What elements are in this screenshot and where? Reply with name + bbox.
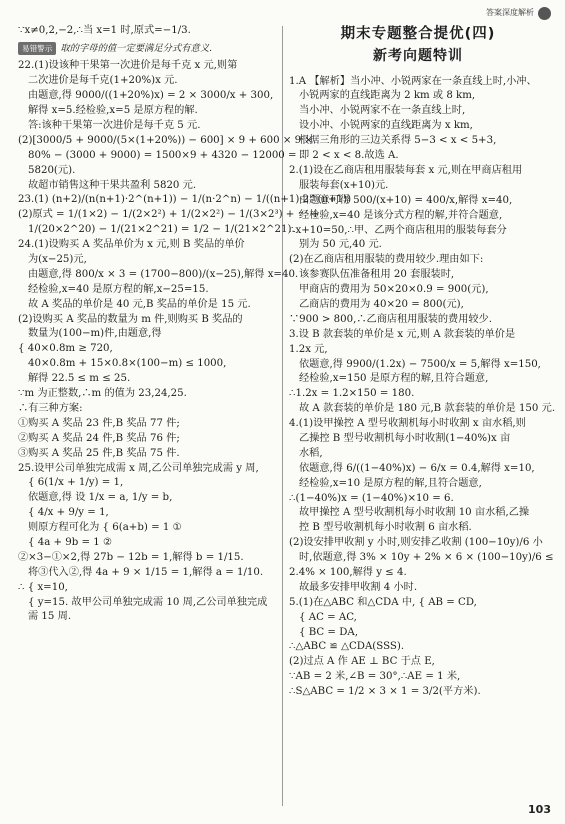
text-line: ∴x+10=50,∴甲、乙两个商店租用的服装每套分 [289, 224, 507, 236]
text-line: { y=15. 故甲公司单独完成需 10 周,乙公司单独完成 [28, 596, 268, 608]
section-title: 期末专题整合提优(四) [340, 26, 496, 42]
text-line: 经检验,x=40 是原方程的解,x−25=15. [28, 283, 209, 295]
text-line: (2)过点 A 作 AE ⊥ BC 于点 E, [289, 656, 435, 668]
text-line: 小锐两家的直线距离为 2 km 或 8 km, [299, 90, 476, 102]
text-line: 40×0.8m + 15×0.8×(100−m) ≤ 1000, [28, 358, 227, 370]
text-line: ∴S△ABC = 1/2 × 3 × 1 = 3/2(平方米). [289, 686, 481, 698]
warning-note [18, 42, 276, 56]
text-line: 依题意,得 9900/(1.2x) − 7500/x = 5,解得 x=150, [299, 358, 541, 370]
text-line: 二次进价是每千克(1+20%)x 元. [28, 75, 178, 87]
text-line: { BC = DA, [299, 626, 358, 638]
text-line: ∴ { x=10, [18, 581, 68, 593]
text-line: { 4/x + 9/y = 1, [28, 507, 109, 519]
text-line: ③购买 A 奖品 25 件,B 奖品 75 件. [18, 447, 180, 459]
text-line: 5820(元). [28, 164, 76, 176]
text-line: 故 A 款套装的单价是 180 元,B 款套装的单价是 150 元. [299, 403, 556, 415]
text-line: ∴1.2x = 1.2×150 = 180. [289, 388, 415, 400]
text-line: 24.(1)设购买 A 奖品单价为 x 元,则 B 奖品的单价 [18, 239, 245, 251]
text-line: (2)在乙商店租用服装的费用较少.理由如下: [289, 254, 484, 266]
text-line: 由题意,得 800/x × 3 = (1700−800)/(x−25),解得 x=40. [28, 268, 299, 280]
text-line: 别为 50 元,40 元. [299, 239, 382, 251]
text-line: (2)设购买 A 奖品的数量为 m 件,则购买 B 奖品的 [18, 313, 243, 325]
text-line: ∵x≠0,2,−2,∴当 x=1 时,原式=−1/3. [18, 25, 191, 36]
text-line: 依题意,得 设 1/x = a, 1/y = b, [28, 492, 173, 504]
text-line: 1/(20×2^20) − 1/(21×2^21) = 1/2 − 1/(21×2^21). [28, 224, 295, 236]
text-line: ②购买 A 奖品 24 件,B 奖品 76 件; [18, 432, 180, 444]
text-line: 依题意,得 6/((1−40%)x) − 6/x = 0.4,解得 x=10, [299, 462, 535, 474]
text-line: 该参赛队伍准备租用 20 套服装时, [299, 269, 455, 281]
text-line: ②×3−①×2,得 27b − 12b = 1,解得 b = 1/15. [18, 551, 244, 563]
text-line: ∵900 > 800,∴乙商店租用服装的费用较少. [289, 313, 493, 325]
warning-text: 取的字母的值一定要满足分式有意义. [60, 42, 213, 54]
text-line: (2)[3000/5 + 9000/(5×(1+20%)) − 600] × 9 + 600 × 9 × [18, 134, 313, 146]
text-line: 服装每套(x+10)元. [299, 179, 389, 191]
text-line: 则原方程可化为 { 6(a+b) = 1 ① [28, 522, 182, 534]
text-line: 经检验,x=10 是原方程的解,且符合题意, [299, 477, 482, 489]
text-line: 解得 x=5.经检验,x=5 是原方程的解. [28, 105, 198, 117]
text-line: 根据三角形的三边关系得 5−3 < x < 5+3, [299, 135, 497, 147]
text-line: 2.(1)设在乙商店租用服装每套 x 元,则在甲商店租用 [289, 164, 523, 176]
right-column [289, 24, 556, 814]
text-line: 2.4% × 100,解得 y ≤ 4. [289, 566, 407, 578]
text-line: 解得 22.5 ≤ m ≤ 25. [28, 373, 131, 385]
text-line: ∴△ABC ≌ △CDA(SSS). [289, 641, 405, 653]
text-line: 23.(1) (n+2)/(n(n+1)·2^(n+1)) − 1/(n·2^n) − 1/((n+1)·2^(n+1)) [18, 194, 352, 206]
text-line: (2)设安排甲收割 y 小时,则安排乙收割 (100−10y)/6 小 [289, 537, 543, 549]
text-line: { 4a + 9b = 1 ② [28, 536, 113, 548]
text-line: 1.A 【解析】当小冲、小锐两家在一条直线上时,小冲、 [289, 75, 537, 87]
text-line: 1.2x 元, [289, 343, 328, 355]
text-line: 即 2 < x < 8.故选 A. [299, 150, 399, 162]
text-line: 控 B 型号收割机每小时收割 6 亩水稻. [299, 522, 472, 534]
text-line: 故超市销售这种干果共盈利 5820 元. [28, 179, 197, 191]
text-line: 需 15 周. [28, 611, 72, 623]
text-line: (2)原式 = 1/(1×2) − 1/(2×2²) + 1/(2×2²) − 1/(3×2³) + ⋯ + [18, 209, 320, 221]
text-line: 经检验,x=40 是该分式方程的解,并符合题意, [299, 209, 503, 221]
text-line: 数量为(100−m)件,由题意,得 [28, 328, 162, 340]
text-line: 经检验,x=150 是原方程的解,且符合题意, [299, 373, 489, 385]
text-line: 乙操控 B 型号收割机每小时收割(1−40%)x 亩 [299, 432, 511, 444]
text-line: { 40×0.8m ≥ 720, [18, 343, 113, 355]
text-line: 时,依题意,得 3% × 10y + 2% × 6 × (100−10y)/6 ≤ [299, 552, 554, 564]
text-line: 乙商店的费用为 40×20 = 800(元), [299, 298, 464, 310]
text-line: 当小冲、小锐两家不在一条直线上时, [299, 105, 466, 117]
text-line: 5.(1)在△ABC 和△CDA 中, { AB = CD, [289, 596, 477, 608]
header-tag-text: 答案深度解析 [486, 8, 534, 18]
text-line: 为(x−25)元, [28, 254, 87, 266]
text-line: { 6(1/x + 1/y) = 1, [28, 477, 124, 489]
header-logo-icon [538, 7, 551, 20]
text-line: 故 A 奖品的单价是 40 元,B 奖品的单价是 15 元. [28, 298, 251, 310]
header-tag [486, 5, 551, 21]
text-line: 4.(1)设甲操控 A 型号收割机每小时收割 x 亩水稻,则 [289, 418, 526, 430]
text-line: 将③代入②,得 4a + 9 × 1/15 = 1,解得 a = 1/10. [28, 566, 264, 578]
warning-badge: 易错警示 [18, 42, 56, 55]
text-line: 22.(1)设该种干果第一次进价是每千克 x 元,则第 [18, 60, 238, 72]
text-line: ∵AB = 2 米,∠B = 30°,∴AE = 1 米, [289, 671, 461, 683]
text-line: ∵m 为正整数,∴m 的值为 23,24,25. [18, 388, 187, 400]
text-line: 故甲操控 A 型号收割机每小时收割 10 亩水稻,乙操 [299, 507, 530, 519]
right-lines [289, 75, 556, 700]
text-line: ∴有三种方案: [18, 402, 83, 414]
text-line: 3.设 B 款套装的单价是 x 元,则 A 款套装的单价是 [289, 328, 516, 340]
text-line: ∴(1−40%)x = (1−40%)×10 = 6. [289, 492, 454, 504]
text-line: 由题意,得 9000/((1+20%)x) = 2 × 3000/x + 300, [28, 90, 274, 102]
text-line: 25.设甲公司单独完成需 x 周,乙公司单独完成需 y 周, [18, 462, 259, 474]
text-line: 设小冲、小锐两家的直线距离为 x km, [299, 120, 473, 132]
text-line: 甲商店的费用为 50×20×0.9 = 900(元), [299, 284, 489, 296]
text-line: 故最多安排甲收割 4 小时. [299, 581, 418, 593]
page-number: 103 [528, 802, 551, 816]
section-subtitle: 新考向题特训 [373, 48, 463, 65]
text-line: { AC = AC, [299, 611, 357, 623]
text-line: 由题意可得 500/(x+10) = 400/x,解得 x=40, [299, 194, 513, 206]
text-line: 80% − (3000 + 9000) = 1500×9 + 4320 − 12000 = [28, 149, 297, 161]
text-line: 水稻, [299, 447, 323, 459]
text-line: 答:该种干果第一次进价是每千克 5 元. [28, 120, 201, 132]
text-line: ①购买 A 奖品 23 件,B 奖品 77 件; [18, 417, 180, 429]
